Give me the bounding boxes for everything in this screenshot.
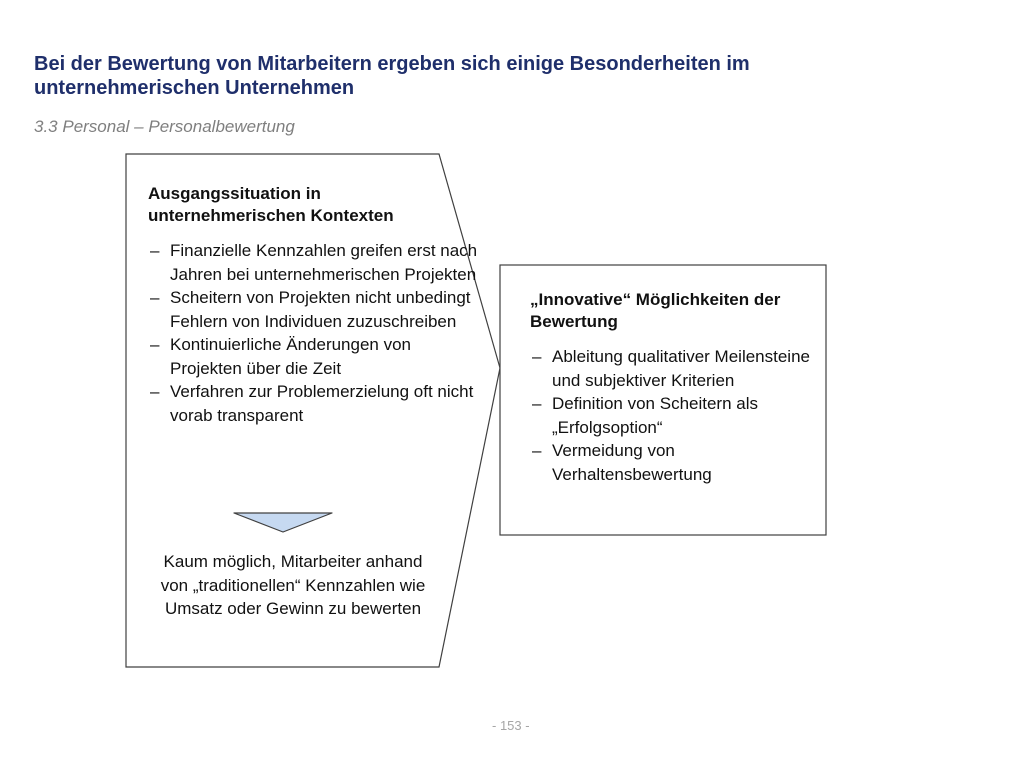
- slide-subtitle: 3.3 Personal – Personalbewertung: [34, 117, 295, 136]
- conclusion-text: Kaum möglich, Mitarbeiter anhand von „traditionellen“ Kennzahlen wie Umsatz oder Gewinn zu bewerten: [160, 552, 426, 618]
- right-box-heading: „Innovative“ Möglichkeiten der Bewertung: [530, 290, 781, 331]
- list-item: – Verfahren zur Problemerzielung oft nicht vorab transparent: [148, 380, 478, 427]
- slide-title: Bei der Bewertung von Mitarbeitern ergeben sich einige Besonderheiten im unternehmerischen Unternehmen: [34, 53, 750, 99]
- right-bullet-list: [530, 345, 815, 486]
- list-item: – Scheitern von Projekten nicht unbedingt Fehlern von Individuen zuzuschreiben: [148, 286, 478, 333]
- left-bullet-list: [148, 239, 478, 427]
- list-item: – Definition von Scheitern als „Erfolgsoption“: [530, 392, 815, 439]
- list-item: – Vermeidung von Verhaltensbewertung: [530, 439, 815, 486]
- page-number: - 153 -: [492, 718, 530, 733]
- right-box: [530, 289, 815, 486]
- list-item: – Finanzielle Kennzahlen greifen erst nach Jahren bei unternehmerischen Projekten: [148, 239, 478, 286]
- left-box: [148, 183, 478, 427]
- left-box-heading: Ausgangssituation in unternehmerischen Kontexten: [148, 184, 394, 225]
- list-item: – Kontinuierliche Änderungen von Projekten über die Zeit: [148, 333, 478, 380]
- list-item: – Ableitung qualitativer Meilensteine und subjektiver Kriterien: [530, 345, 815, 392]
